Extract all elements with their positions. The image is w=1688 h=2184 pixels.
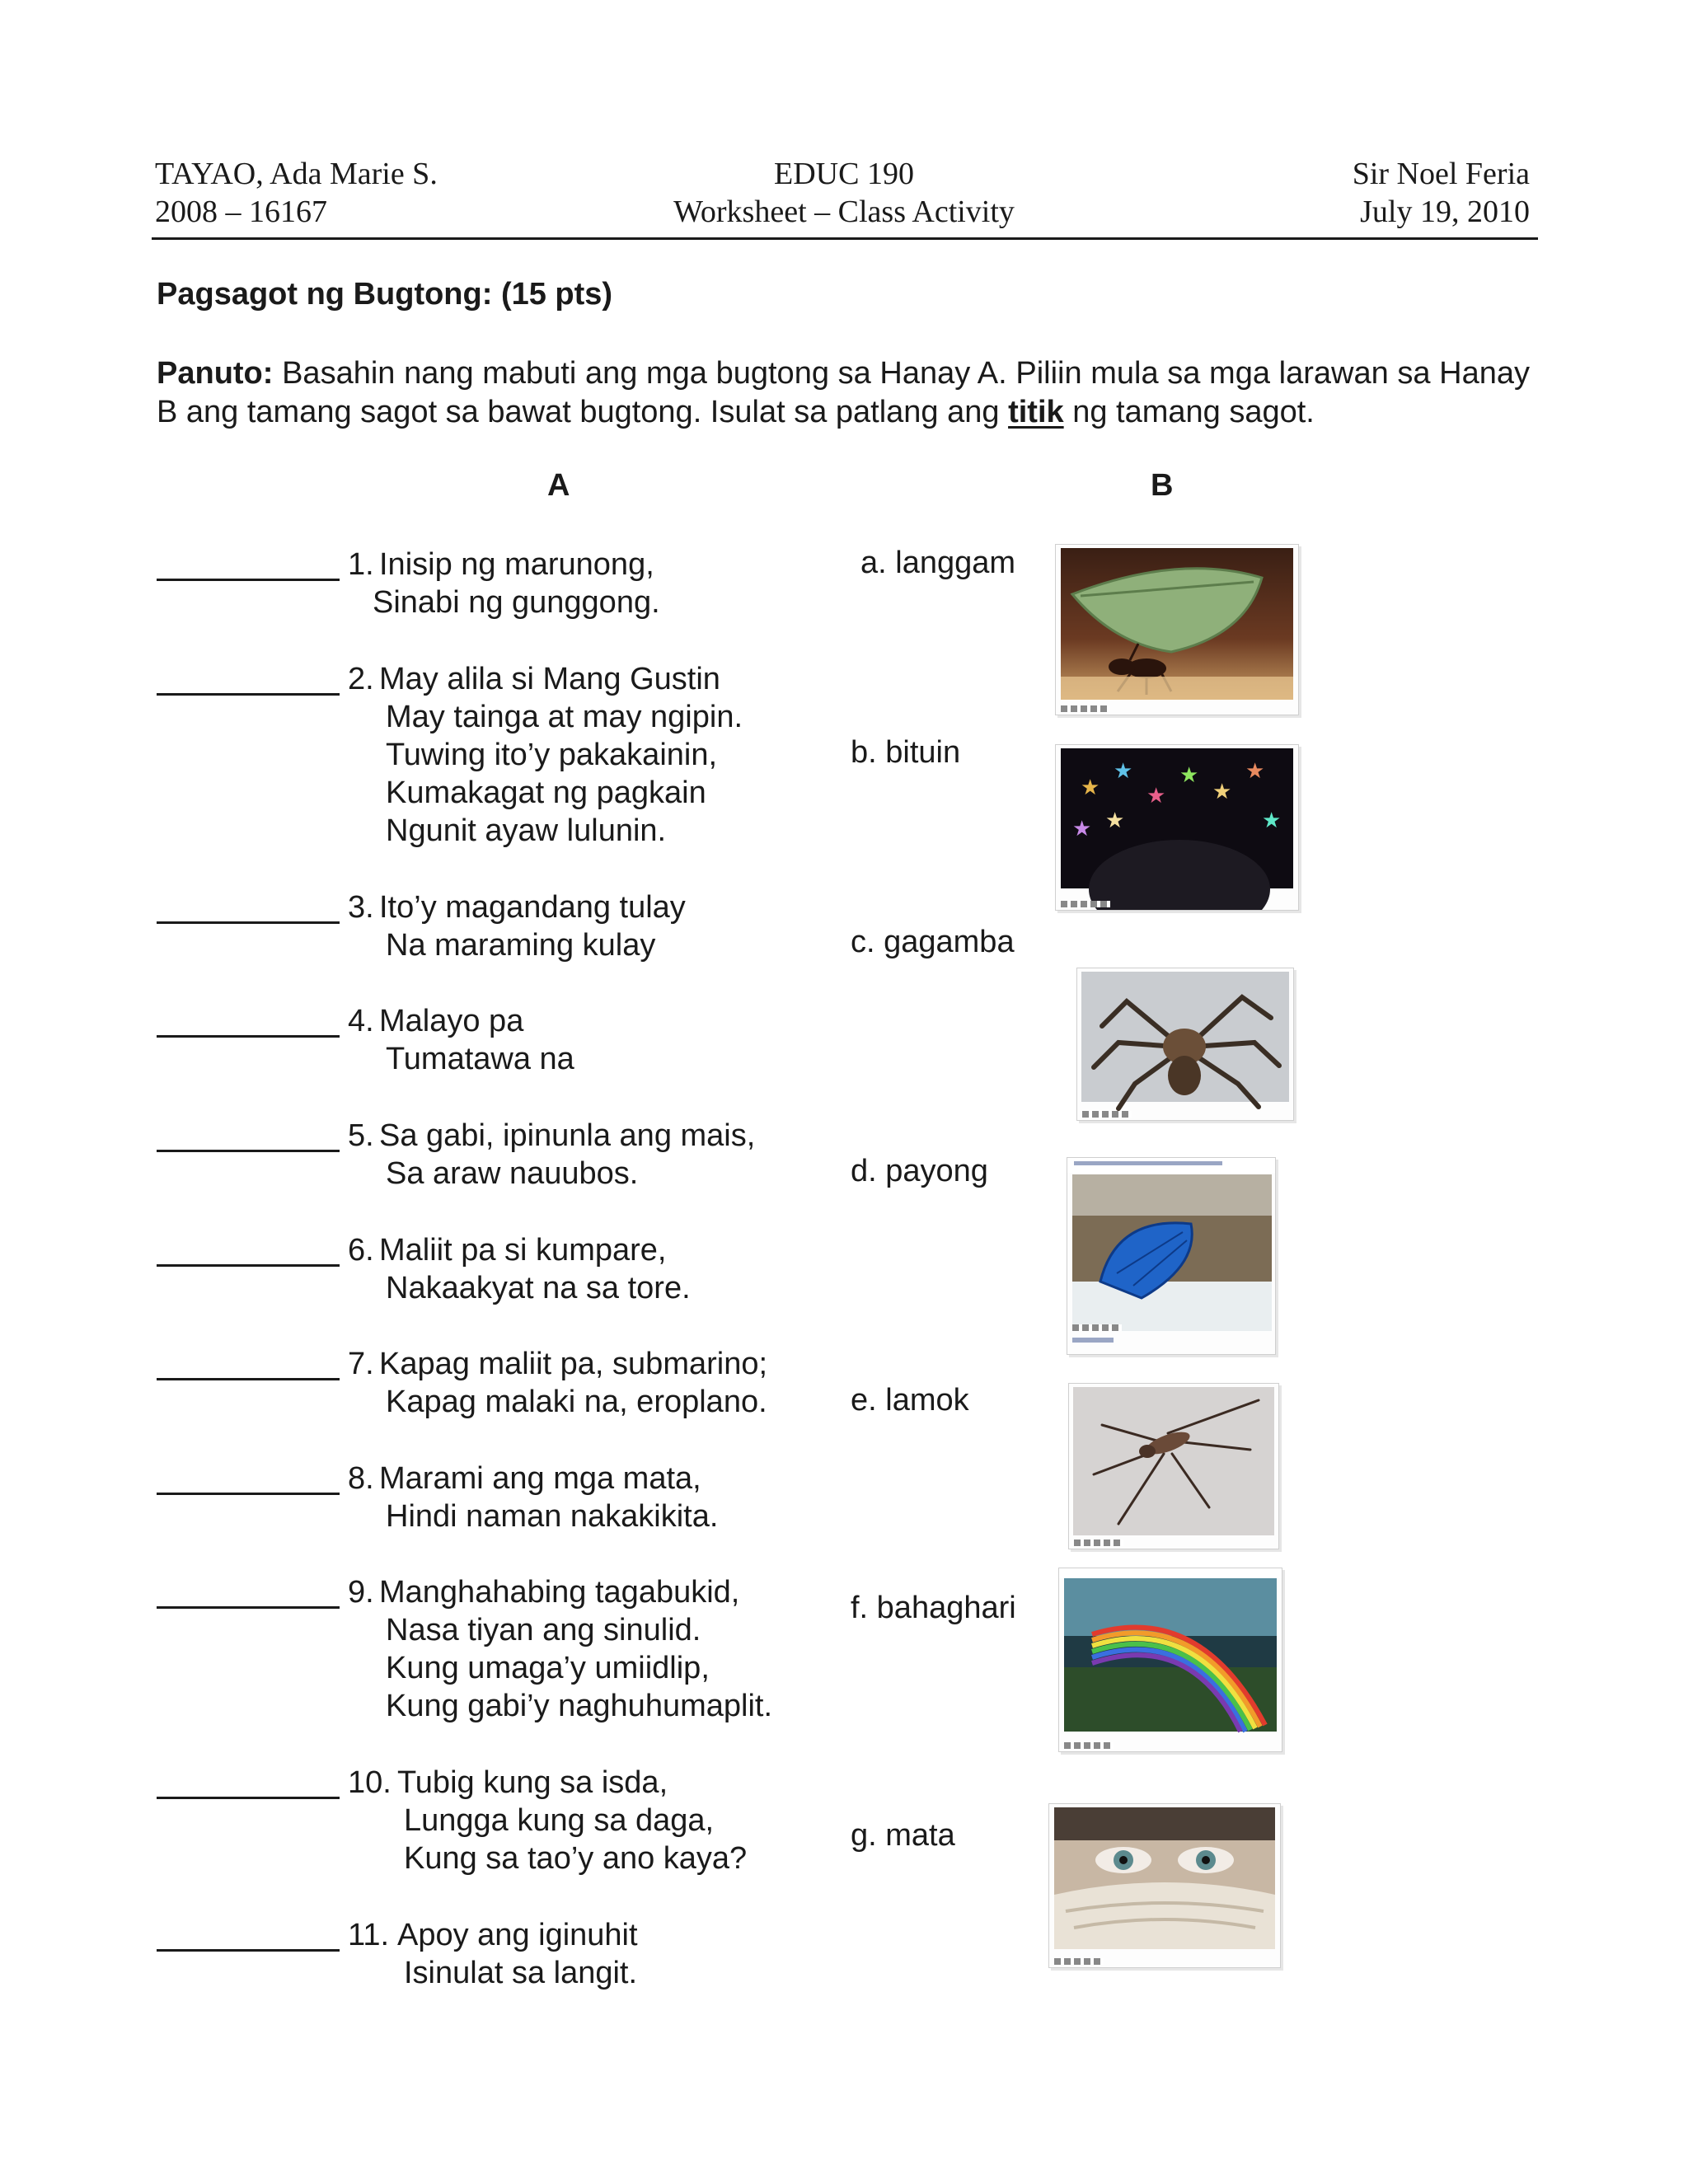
riddle-line: Nakaakyat na sa tore.	[386, 1271, 691, 1305]
svg-text:★: ★	[1105, 808, 1125, 833]
svg-text:★: ★	[1245, 759, 1265, 784]
answer-blank[interactable]	[157, 1493, 340, 1495]
answer-blank[interactable]	[157, 579, 340, 581]
riddle-line: Ito’y magandang tulay	[379, 890, 686, 925]
riddle-text	[397, 1764, 748, 1877]
riddle-number: 10.	[348, 1765, 392, 1800]
riddle-line: Manghahabing tagabukid,	[379, 1575, 740, 1610]
answer-blank[interactable]	[157, 921, 340, 924]
riddle-number: 9.	[348, 1575, 374, 1610]
riddle-text	[379, 1002, 574, 1078]
image-license-badge	[1082, 1111, 1132, 1118]
riddle-line: Nasa tiyan ang sinulid.	[386, 1613, 701, 1647]
image-license-badge	[1064, 1742, 1114, 1749]
eyes-icon	[1048, 1803, 1281, 1968]
riddle-text	[379, 660, 743, 850]
image-license-badge	[1074, 1540, 1123, 1546]
riddle-line: Sa araw nauubos.	[386, 1156, 639, 1191]
page-title: Pagsagot ng Bugtong: (15 pts)	[157, 277, 613, 312]
riddle-number: 3.	[348, 890, 374, 925]
choice-label: d. payong	[851, 1154, 988, 1188]
riddle-line: Ngunit ayaw lulunin.	[386, 813, 667, 848]
riddle-line: Tumatawa na	[386, 1042, 574, 1076]
riddle-line: Maliit pa si kumpare,	[379, 1233, 667, 1268]
instructions-text-end: ng tamang sagot.	[1063, 395, 1315, 429]
header-right	[1353, 155, 1530, 231]
choice-label: g. mata	[851, 1818, 955, 1853]
riddle-number: 2.	[348, 662, 374, 696]
riddle-number: 7.	[348, 1347, 374, 1381]
riddle-line: Sinabi ng gunggong.	[373, 585, 660, 620]
riddle-number: 11.	[348, 1918, 390, 1952]
riddle-text	[397, 1916, 638, 1992]
riddle-text	[379, 1460, 719, 1535]
riddle-line: Tubig kung sa isda,	[397, 1765, 668, 1800]
activity-date: July 19, 2010	[1360, 194, 1530, 229]
header-divider	[152, 237, 1538, 240]
instructions-text: Basahin nang mabuti ang mga bugtong sa Hanay A. Piliin mula sa mga larawan sa Hanay B ang tamang sagot sa bawat bugtong. Isulat sa patlang ang	[157, 356, 1530, 429]
answer-blank[interactable]	[157, 1264, 340, 1267]
riddle-text	[379, 1231, 691, 1307]
mosquito-icon	[1068, 1383, 1279, 1549]
riddle-line: Hindi naman nakakikita.	[386, 1499, 719, 1534]
riddle-text	[379, 1117, 756, 1193]
riddle-line: Sa gabi, ipinunla ang mais,	[379, 1118, 756, 1153]
answer-blank[interactable]	[157, 1378, 340, 1380]
riddle-number: 8.	[348, 1461, 374, 1496]
activity-name: Worksheet – Class Activity	[673, 194, 1015, 229]
choice-label: c. gagamba	[851, 925, 1015, 959]
riddle-text	[379, 888, 686, 964]
riddle-line: May tainga at may ngipin.	[386, 700, 743, 734]
ant-carrying-leaf-icon	[1055, 544, 1299, 715]
svg-text:★: ★	[1262, 808, 1282, 833]
answer-blank[interactable]	[157, 1797, 340, 1799]
instructions-emphasis: titik	[1008, 395, 1064, 429]
instructions	[157, 354, 1530, 432]
riddle-line: Marami ang mga mata,	[379, 1461, 701, 1496]
image-license-badge	[1054, 1958, 1104, 1965]
header-center	[155, 155, 1533, 231]
choice-label: b. bituin	[851, 735, 961, 770]
riddle-line: Lungga kung sa daga,	[404, 1803, 715, 1838]
answer-blank[interactable]	[157, 1949, 340, 1952]
riddle-line: Na maraming kulay	[386, 928, 656, 963]
riddle-line: Kung gabi’y naghuhumaplit.	[386, 1689, 773, 1723]
instructions-label: Panuto:	[157, 356, 274, 391]
choice-label: a. langgam	[860, 546, 1016, 580]
svg-text:★: ★	[1072, 817, 1092, 841]
riddle-number: 4.	[348, 1004, 374, 1038]
riddle-number: 1.	[348, 547, 374, 582]
svg-text:★: ★	[1179, 763, 1199, 788]
choice-label: e. lamok	[851, 1383, 969, 1418]
riddle-number: 6.	[348, 1233, 374, 1268]
riddle-line: Tuwing ito’y pakakainin,	[386, 738, 718, 772]
riddle-line: May alila si Mang Gustin	[379, 662, 720, 696]
image-license-badge	[1061, 705, 1110, 712]
course-code: EDUC 190	[774, 157, 914, 191]
riddle-text	[379, 1345, 768, 1421]
answer-blank[interactable]	[157, 1150, 340, 1152]
student-name: TAYAO, Ada Marie S.	[155, 157, 438, 191]
rainbow-icon	[1058, 1568, 1282, 1752]
svg-text:★: ★	[1212, 780, 1232, 804]
document-header	[155, 155, 1533, 237]
svg-text:★: ★	[1146, 784, 1166, 808]
riddle-number: 5.	[348, 1118, 374, 1153]
riddle-line: Kapag malaki na, eroplano.	[386, 1385, 767, 1419]
umbrella-icon	[1067, 1157, 1276, 1355]
student-number: 2008 – 16167	[155, 194, 327, 229]
riddle-line: Kapag maliit pa, submarino;	[379, 1347, 768, 1381]
answer-blank[interactable]	[157, 1035, 340, 1038]
riddle-line: Inisip ng marunong,	[379, 547, 654, 582]
spider-icon	[1076, 968, 1294, 1121]
riddle-text	[373, 546, 660, 621]
teacher-name: Sir Noel Feria	[1352, 157, 1530, 191]
riddle-line: Malayo pa	[379, 1004, 524, 1038]
riddle-line: Kung umaga’y umiidlip,	[386, 1651, 710, 1685]
star-bokeh-icon	[1055, 744, 1299, 911]
riddle-line: Kumakagat ng pagkain	[386, 776, 706, 810]
image-license-badge	[1072, 1324, 1122, 1331]
riddle-line: Apoy ang iginuhit	[397, 1918, 638, 1952]
svg-text:★: ★	[1081, 776, 1100, 800]
answer-blank[interactable]	[157, 1606, 340, 1609]
svg-text:★: ★	[1114, 759, 1133, 784]
riddle-line: Kung sa tao’y ano kaya?	[404, 1841, 748, 1876]
answer-blank[interactable]	[157, 693, 340, 696]
choice-label: f. bahaghari	[851, 1591, 1016, 1625]
riddle-line: Isinulat sa langit.	[404, 1956, 638, 1990]
riddle-text	[379, 1573, 773, 1725]
image-license-badge	[1061, 901, 1110, 907]
column-a-heading: A	[547, 468, 570, 503]
column-b-heading: B	[1151, 468, 1174, 503]
